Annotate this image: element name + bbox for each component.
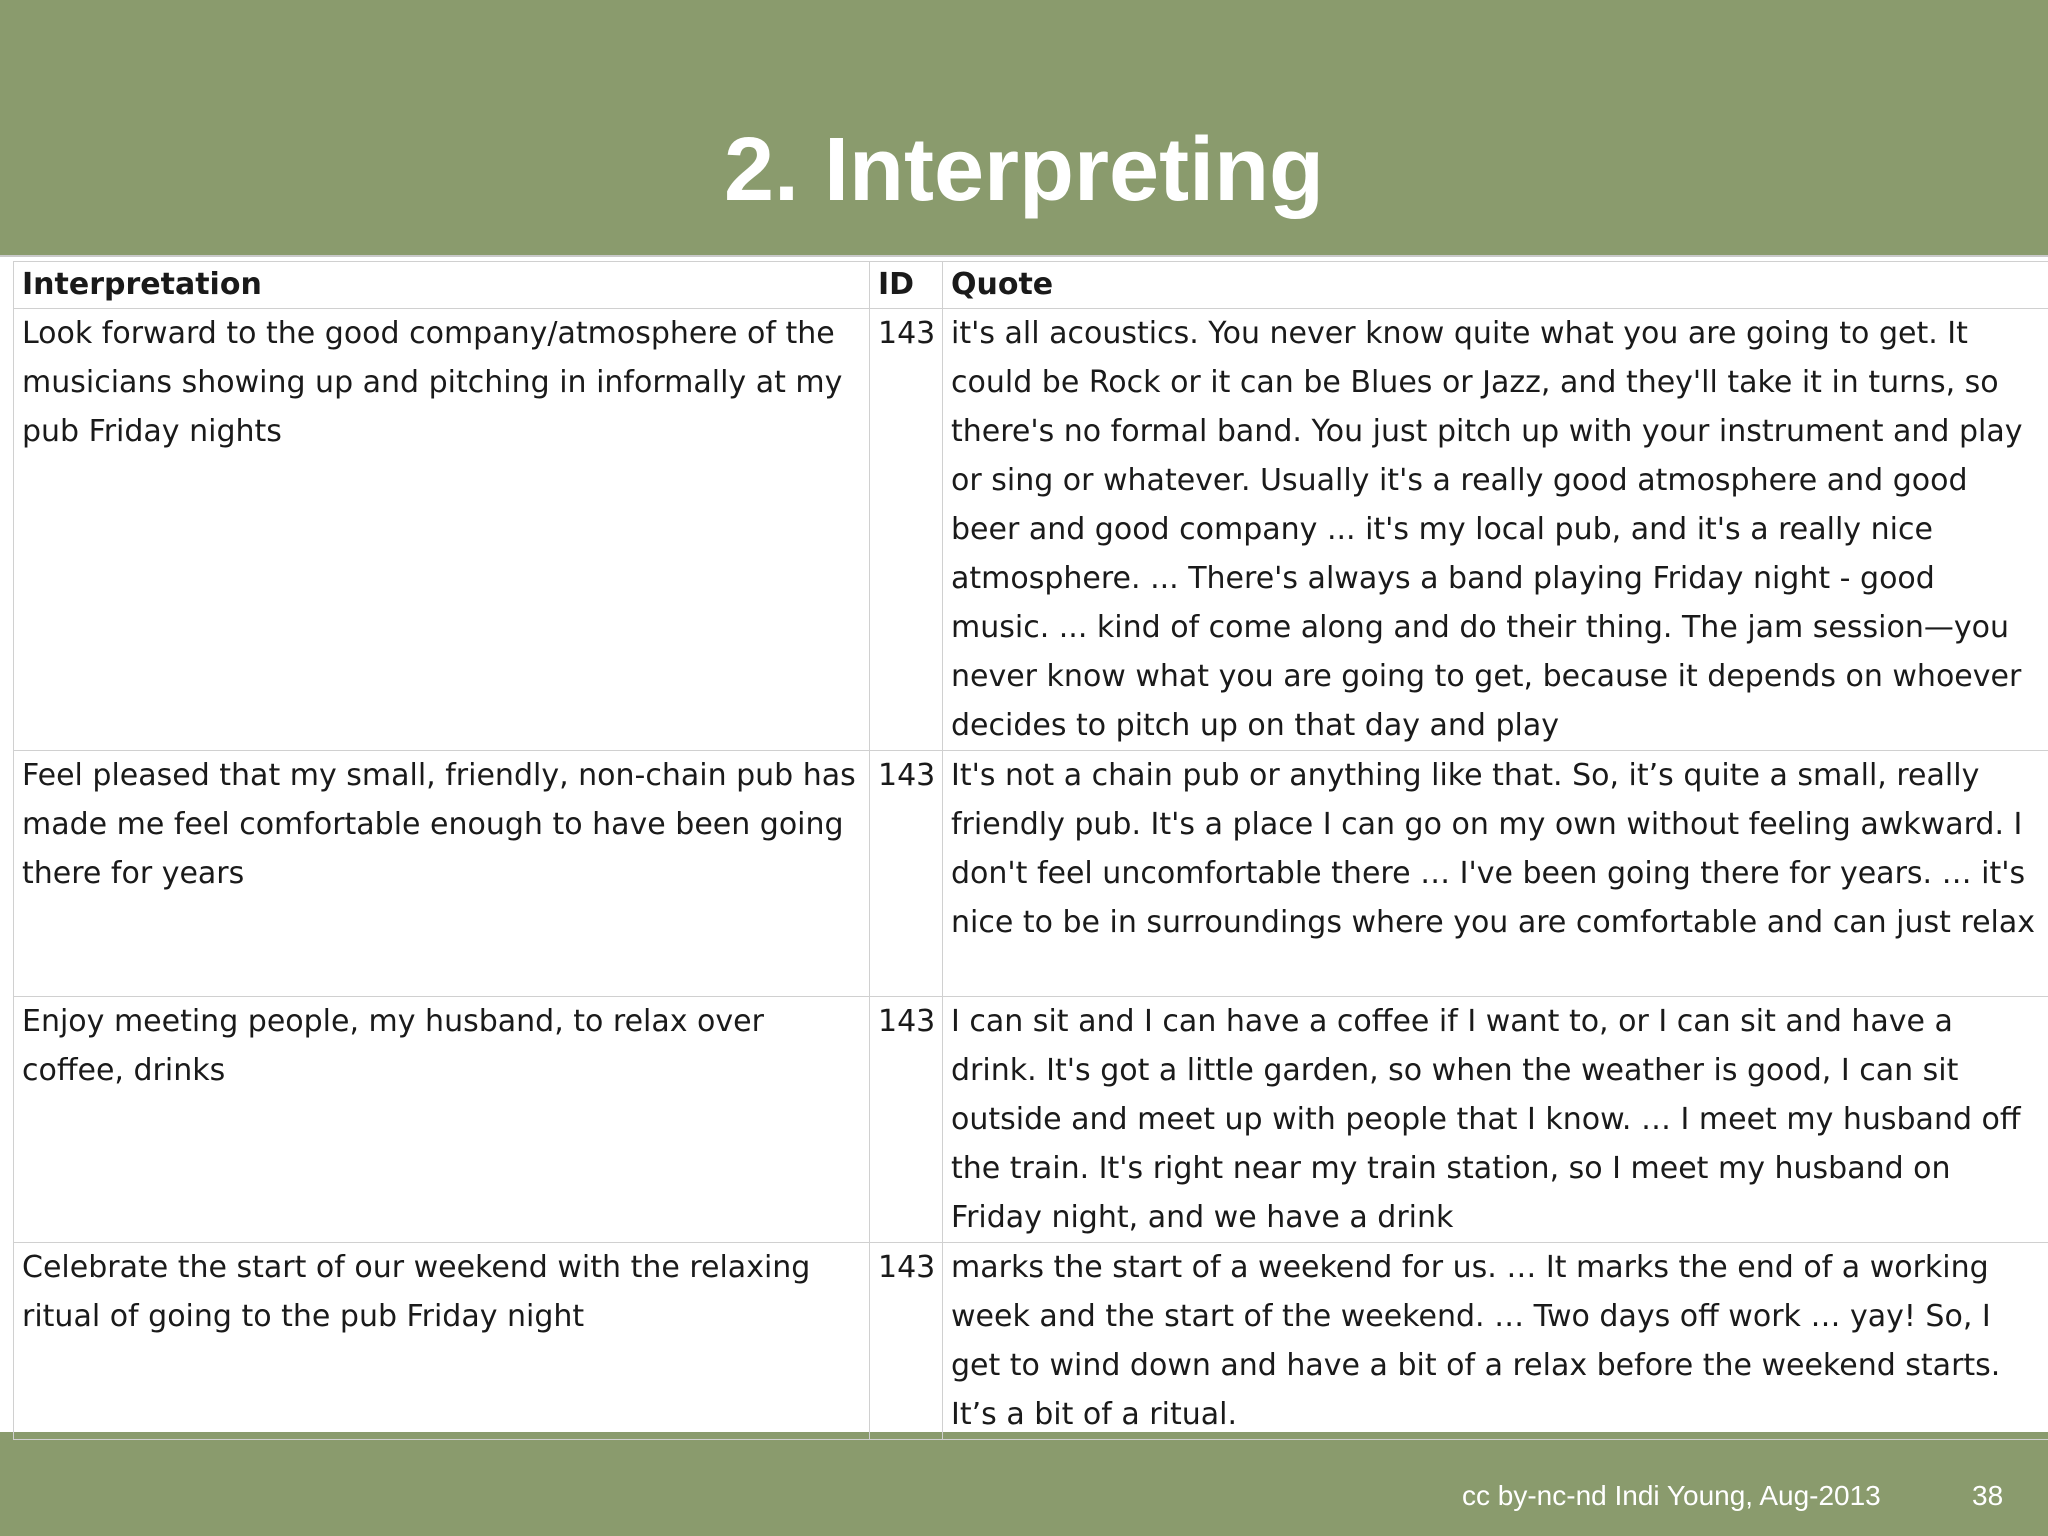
interpretation-cell: Feel pleased that my small, friendly, non-chain pub has made me feel comfortable enough to have been going there for years xyxy=(14,751,870,997)
table-row xyxy=(14,751,2048,997)
table-row xyxy=(14,997,2048,1243)
column-header-quote: Quote xyxy=(943,262,2048,309)
table-header-row xyxy=(14,262,2048,309)
id-cell: 143 xyxy=(870,309,943,751)
table-row xyxy=(14,309,2048,751)
title-band xyxy=(0,0,2048,255)
interpretation-cell: Look forward to the good company/atmosphere of the musicians showing up and pitching in informally at my pub Friday nights xyxy=(14,309,870,751)
id-cell: 143 xyxy=(870,1243,943,1440)
quote-cell: it's all acoustics. You never know quite what you are going to get. It could be Rock or it can be Blues or Jazz, and they'll take it in turns, so there's no formal band. You just pitch up with your instrument and play or sing or whatever. Usually it's a really good atmosphere and good beer and good company ... it's my local pub, and it's a really nice atmosphere. ... There's always a band playing Friday night - good music. ... kind of come along and do their thing. The jam session—you never know what you are going to get, because it depends on whoever decides to pitch up on that day and play xyxy=(943,309,2048,751)
interpretation-cell: Enjoy meeting people, my husband, to relax over coffee, drinks xyxy=(14,997,870,1243)
copyright-footer: cc by-nc-nd Indi Young, Aug-2013 xyxy=(1462,1480,1881,1511)
slide-title: 2. Interpreting xyxy=(723,120,1325,220)
interpretation-table xyxy=(13,261,2048,1440)
quote-cell: It's not a chain pub or anything like that. So, it’s quite a small, really friendly pub. It's a place I can go on my own without feeling awkward. I don't feel uncomfortable there … I've been going there for years. … it's nice to be in surroundings where you are comfortable and can just relax xyxy=(943,751,2048,997)
quote-cell: marks the start of a weekend for us. … It marks the end of a working week and the start of the weekend. … Two days off work … yay! So, I get to wind down and have a bit of a relax before the weekend starts. It’s a bit of a ritual. xyxy=(943,1243,2048,1440)
quote-cell: I can sit and I can have a coffee if I want to, or I can sit and have a drink. It's got a little garden, so when the weather is good, I can sit outside and meet up with people that I know. … I meet my husband off the train. It's right near my train station, so I meet my husband on Friday night, and we have a drink xyxy=(943,997,2048,1243)
id-cell: 143 xyxy=(870,997,943,1243)
interpretation-cell: Celebrate the start of our weekend with the relaxing ritual of going to the pub Friday night xyxy=(14,1243,870,1440)
table-row xyxy=(14,1243,2048,1440)
id-cell: 143 xyxy=(870,751,943,997)
page-number: 38 xyxy=(1972,1480,2004,1511)
spreadsheet-area xyxy=(0,255,2048,1432)
column-header-interpretation: Interpretation xyxy=(14,262,870,309)
column-header-id: ID xyxy=(870,262,943,309)
